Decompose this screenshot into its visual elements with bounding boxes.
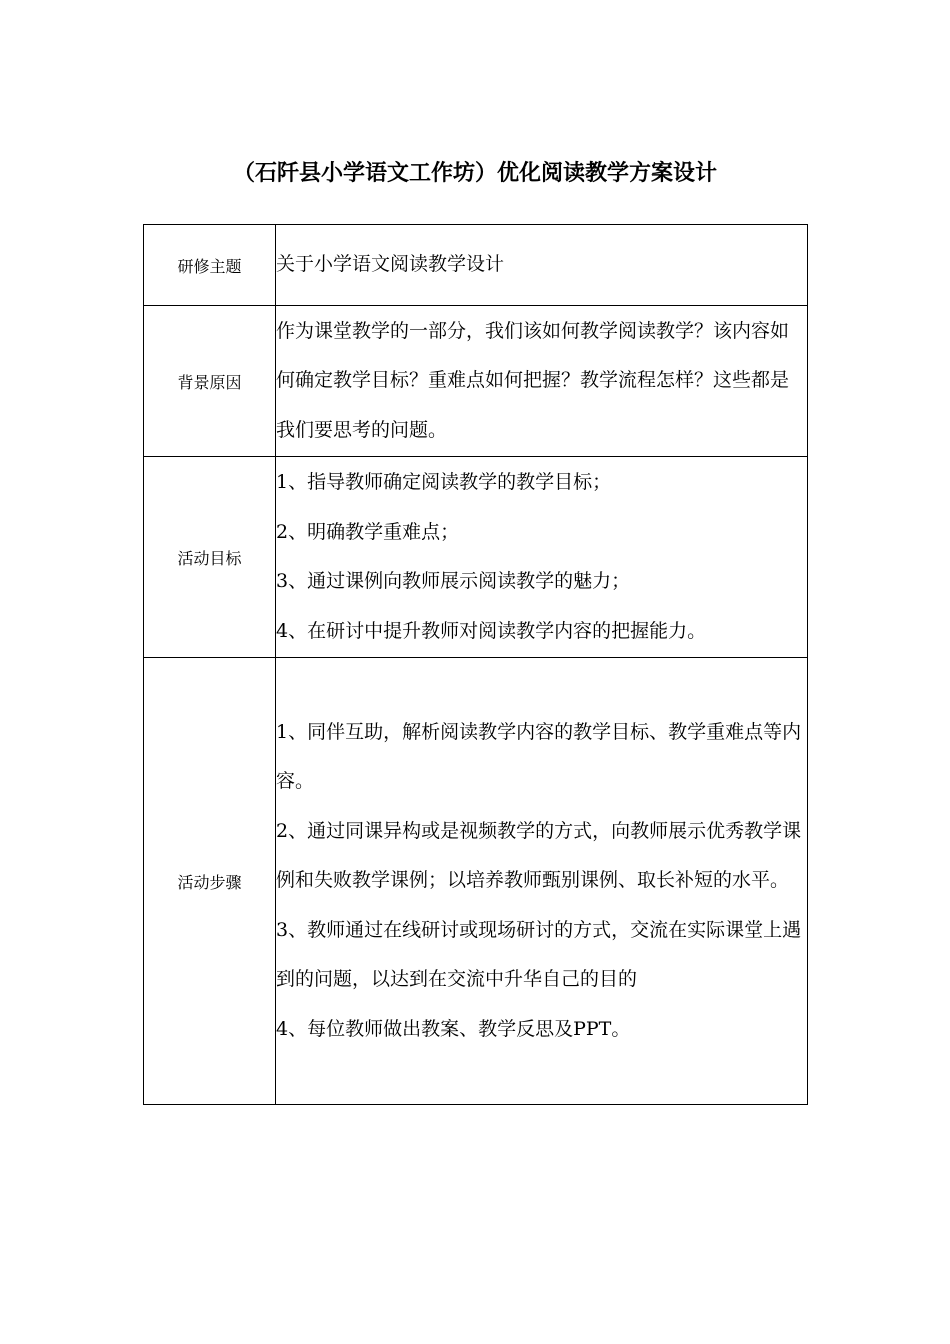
table-row-topic (144, 225, 808, 306)
content-paragraph: 作为课堂教学的一部分，我们该如何教学阅读教学？该内容如何确定教学目标？重难点如何把握？教学流程怎样？这些都是我们要思考的问题。 (276, 319, 790, 441)
table-row-background (144, 306, 808, 457)
content-paragraph: 关于小学语文阅读教学设计 (276, 253, 505, 276)
row-label: 背景原因 (144, 306, 276, 457)
row-content (276, 306, 808, 457)
content-paragraph: 4、在研讨中提升教师对阅读教学内容的把握能力。 (276, 619, 707, 642)
row-content (276, 658, 808, 1105)
row-label: 活动步骤 (144, 658, 276, 1105)
row-content (276, 225, 808, 306)
row-label: 活动目标 (144, 457, 276, 658)
content-paragraph: 3、通过课例向教师展示阅读教学的魅力； (276, 570, 631, 592)
table-row-steps (144, 658, 808, 1105)
row-content (276, 457, 808, 658)
content-paragraph: 1、指导教师确定阅读教学的教学目标； (276, 471, 612, 493)
content-paragraph: 2、通过同课异构或是视频教学的方式，向教师展示优秀教学课例和失败教学课例；以培养教师甄别课例、取长补短的水平。 (276, 819, 802, 892)
content-paragraph: 2、明确教学重难点； (276, 520, 460, 543)
content-paragraph: 4、每位教师做出教案、教学反思及PPT。 (276, 1017, 631, 1040)
plan-table (143, 224, 808, 1105)
content-paragraph: 1、同伴互助，解析阅读教学内容的教学目标、教学重难点等内容。 (276, 720, 802, 793)
row-label: 研修主题 (144, 225, 276, 306)
table-row-goals (144, 457, 808, 658)
document-title: （石阡县小学语文工作坊）优化阅读教学方案设计 (232, 160, 717, 186)
content-paragraph: 3、教师通过在线研讨或现场研讨的方式，交流在实际课堂上遇到的问题，以达到在交流中升华自己的目的 (276, 918, 802, 991)
